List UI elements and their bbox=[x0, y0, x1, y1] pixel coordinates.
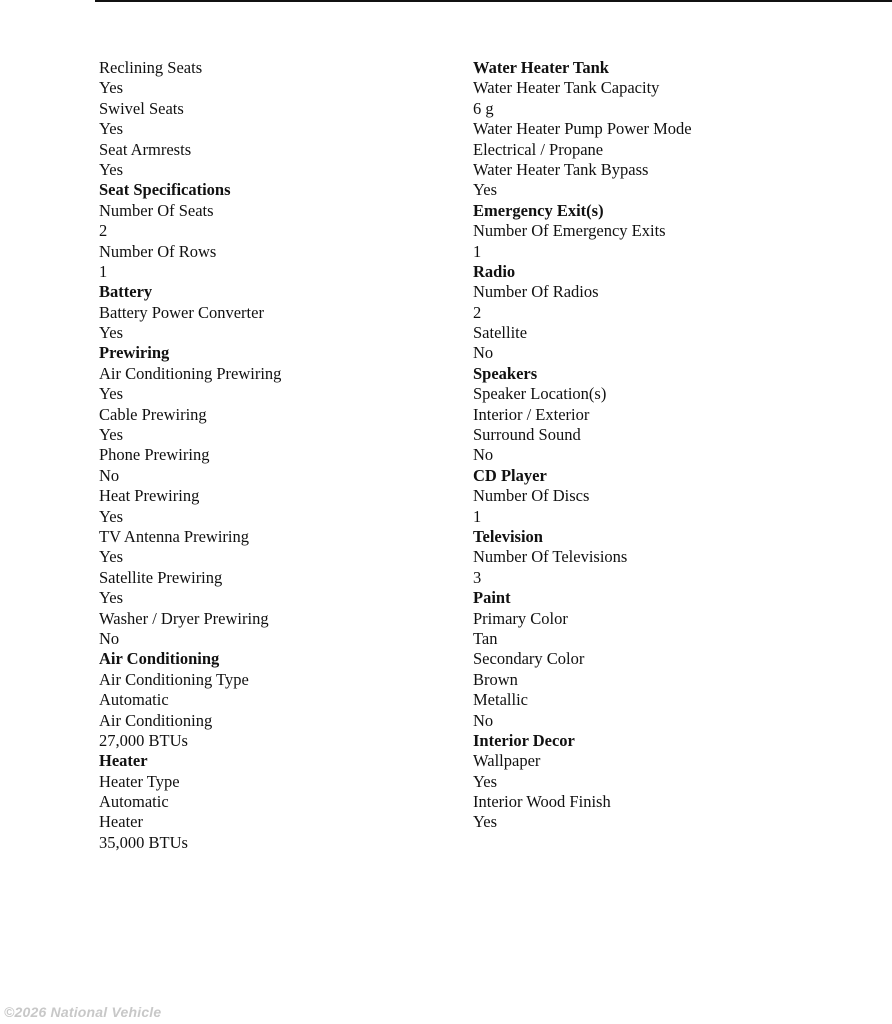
section-heading: Television bbox=[473, 526, 543, 546]
spec-line: Yes bbox=[99, 425, 124, 445]
spec-line: Heater Type bbox=[99, 771, 180, 791]
spec-line: Speaker Location(s) bbox=[473, 384, 607, 404]
section-heading: Speakers bbox=[473, 363, 538, 383]
spec-line: Number Of Seats bbox=[99, 200, 214, 220]
right-spec-column bbox=[473, 58, 692, 833]
spec-line: Metallic bbox=[473, 690, 528, 710]
spec-line: Yes bbox=[99, 78, 124, 98]
spec-line: Yes bbox=[473, 180, 498, 200]
spec-line: 1 bbox=[473, 241, 482, 261]
spec-line: 27,000 BTUs bbox=[99, 730, 188, 750]
spec-line: Interior Wood Finish bbox=[473, 792, 611, 812]
spec-line: Interior / Exterior bbox=[473, 404, 590, 424]
spec-line: Heater bbox=[99, 812, 143, 832]
spec-line: Number Of Emergency Exits bbox=[473, 221, 666, 241]
spec-line: Number Of Rows bbox=[99, 241, 217, 261]
section-heading: Air Conditioning bbox=[99, 649, 220, 669]
spec-line: Heat Prewiring bbox=[99, 486, 200, 506]
spec-line: Automatic bbox=[99, 792, 169, 812]
section-heading: Radio bbox=[473, 261, 516, 281]
section-heading: Water Heater Tank bbox=[473, 58, 609, 77]
spec-line: No bbox=[473, 710, 494, 730]
spec-line: Cable Prewiring bbox=[99, 404, 207, 424]
spec-line: Primary Color bbox=[473, 608, 568, 628]
section-heading: Battery bbox=[99, 282, 153, 302]
section-heading: Interior Decor bbox=[473, 730, 575, 750]
spec-line: Yes bbox=[473, 771, 498, 791]
spec-line: Battery Power Converter bbox=[99, 302, 264, 322]
spec-line: Swivel Seats bbox=[99, 98, 184, 118]
spec-line: Reclining Seats bbox=[99, 58, 203, 77]
spec-line: 2 bbox=[99, 221, 108, 241]
copyright-watermark: ©2026 National Vehicle bbox=[4, 1004, 162, 1020]
spec-line: Number Of Televisions bbox=[473, 547, 628, 567]
spec-line: Yes bbox=[99, 119, 124, 139]
left-spec-column bbox=[99, 58, 281, 853]
spec-line: Seat Armrests bbox=[99, 139, 192, 159]
spec-line: Automatic bbox=[99, 690, 169, 710]
spec-line: Yes bbox=[99, 159, 124, 179]
spec-line: Number Of Radios bbox=[473, 282, 599, 302]
spec-line: No bbox=[473, 445, 494, 465]
spec-line: Electrical / Propane bbox=[473, 139, 604, 159]
top-rule-divider bbox=[95, 0, 892, 2]
spec-line: No bbox=[99, 628, 120, 648]
spec-line: Satellite Prewiring bbox=[99, 567, 223, 587]
spec-line: Air Conditioning bbox=[99, 710, 213, 730]
section-heading: Emergency Exit(s) bbox=[473, 200, 604, 220]
spec-line: TV Antenna Prewiring bbox=[99, 526, 250, 546]
spec-line: 2 bbox=[473, 302, 482, 322]
spec-line: Brown bbox=[473, 669, 518, 689]
spec-line: 1 bbox=[99, 261, 108, 281]
section-heading: Paint bbox=[473, 588, 511, 608]
spec-line: Air Conditioning Prewiring bbox=[99, 363, 282, 383]
spec-line: No bbox=[99, 465, 120, 485]
spec-line: Satellite bbox=[473, 323, 528, 343]
spec-line: Tan bbox=[473, 628, 498, 648]
section-heading: Heater bbox=[99, 751, 148, 771]
spec-line: Yes bbox=[473, 812, 498, 832]
spec-line: Water Heater Tank Capacity bbox=[473, 78, 660, 98]
spec-line: Water Heater Pump Power Mode bbox=[473, 119, 692, 139]
spec-line: Surround Sound bbox=[473, 425, 581, 445]
section-heading: Seat Specifications bbox=[99, 180, 231, 200]
spec-line: Yes bbox=[99, 588, 124, 608]
spec-line: 3 bbox=[473, 567, 482, 587]
spec-line: 1 bbox=[473, 506, 482, 526]
spec-line: Yes bbox=[99, 506, 124, 526]
section-heading: CD Player bbox=[473, 465, 547, 485]
spec-line: Phone Prewiring bbox=[99, 445, 210, 465]
spec-line: Air Conditioning Type bbox=[99, 669, 249, 689]
spec-line: 35,000 BTUs bbox=[99, 832, 188, 852]
spec-line: Number Of Discs bbox=[473, 486, 590, 506]
spec-line: 6 g bbox=[473, 98, 494, 118]
spec-line: Washer / Dryer Prewiring bbox=[99, 608, 269, 628]
spec-line: Yes bbox=[99, 547, 124, 567]
spec-line: No bbox=[473, 343, 494, 363]
spec-line: Secondary Color bbox=[473, 649, 585, 669]
spec-line: Yes bbox=[99, 384, 124, 404]
spec-line: Water Heater Tank Bypass bbox=[473, 159, 649, 179]
spec-line: Yes bbox=[99, 323, 124, 343]
spec-line: Wallpaper bbox=[473, 751, 541, 771]
section-heading: Prewiring bbox=[99, 343, 170, 363]
